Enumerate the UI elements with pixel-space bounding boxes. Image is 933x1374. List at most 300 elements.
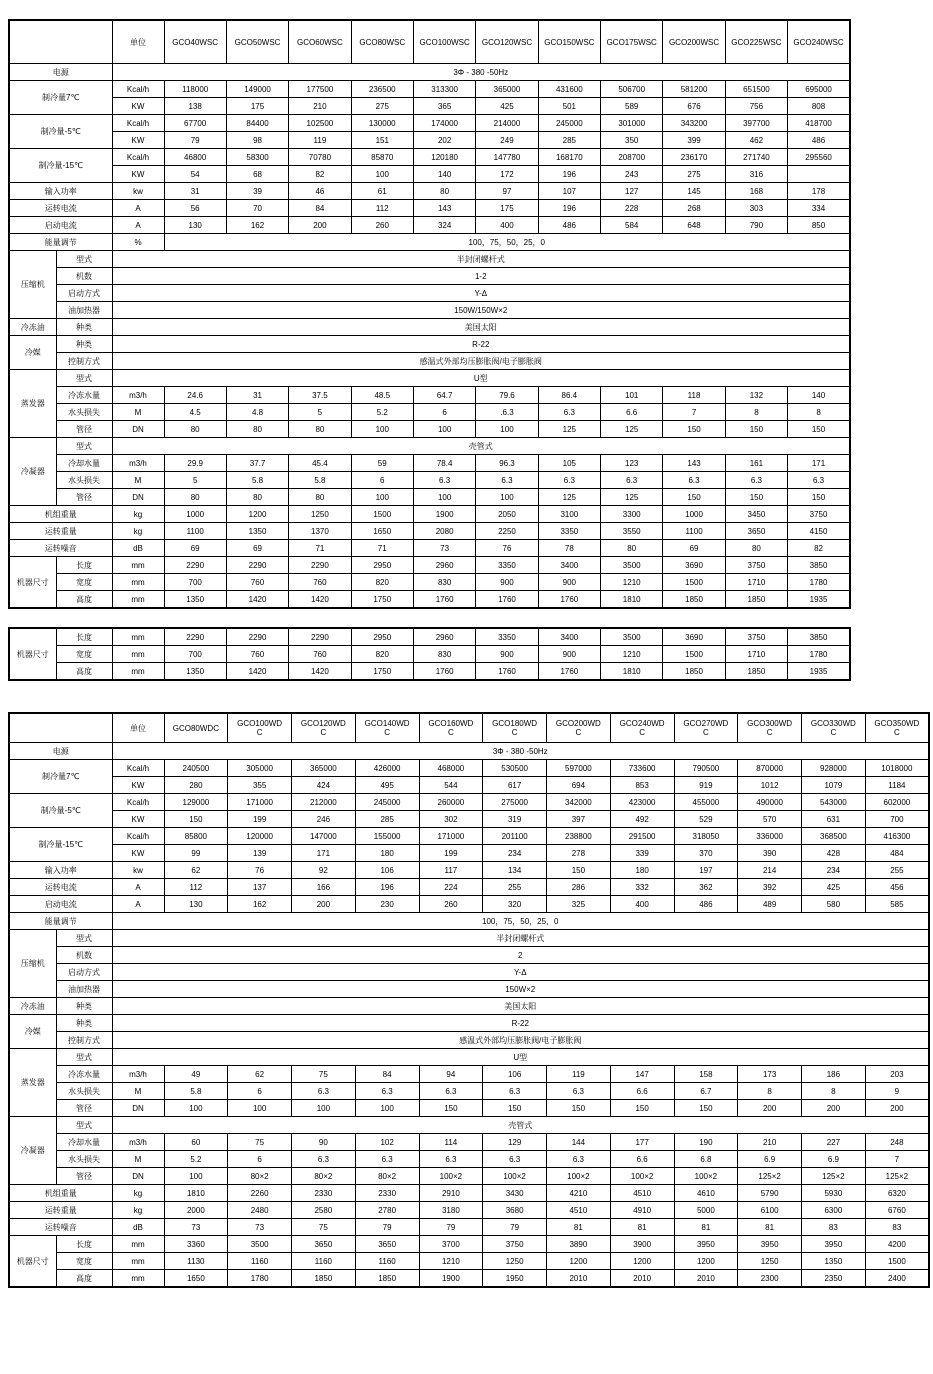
value-cell: 84 [289,200,351,217]
unit-cell: m3/h [112,1066,164,1083]
table-row [9,268,850,285]
row-sub-label: 长度 [56,1236,112,1253]
merged-value-cell: 100，75，50，25，0 [112,913,929,930]
value-cell: 365 [413,98,475,115]
table-row [9,947,929,964]
value-cell: 245000 [355,794,419,811]
value-cell: 1200 [226,506,288,523]
value-cell: 123 [601,455,663,472]
value-cell: 129000 [164,794,228,811]
value-cell: 484 [865,845,929,862]
value-cell: 147 [610,1066,674,1083]
row-group-label: 冷凝器 [9,1117,56,1185]
value-cell: 80 [289,421,351,438]
row-label: 启动电流 [9,896,112,913]
unit-cell: mm [112,1270,164,1288]
value-cell: 303 [725,200,787,217]
row-label: 输入功率 [9,183,112,200]
value-cell: 4.8 [226,404,288,421]
value-cell: 301000 [601,115,663,132]
table-row [9,251,850,268]
value-cell: 1760 [476,663,538,681]
model-header: GCO50WSC [226,20,288,64]
value-cell: 6.6 [601,404,663,421]
value-cell: 58300 [226,149,288,166]
value-cell: 2960 [413,557,475,574]
value-cell: 200 [865,1100,929,1117]
row-sub-label: 水头损失 [56,404,112,421]
row-sub-label: 高度 [56,591,112,609]
row-sub-label: 型式 [56,438,112,455]
model-header [355,713,419,743]
value-cell: 80×2 [292,1168,356,1185]
row-sub-label: 冷却水量 [56,455,112,472]
value-cell: 6.3 [292,1151,356,1168]
table-row [9,489,850,506]
value-cell: 399 [663,132,725,149]
value-cell: 6320 [865,1185,929,1202]
value-cell: 100 [228,1100,292,1117]
value-cell: 83 [865,1219,929,1236]
value-cell: 1250 [289,506,351,523]
unit-cell: Kcal/h [112,828,164,845]
row-sub-label: 种类 [56,336,112,353]
value-cell: 495 [355,777,419,794]
table-row [9,370,850,387]
value-cell: 489 [738,896,802,913]
value-cell: 75 [292,1066,356,1083]
header-row [9,20,850,64]
value-cell: 106 [355,862,419,879]
value-cell: 302 [419,811,483,828]
table-row [9,1032,929,1049]
value-cell: 6.3 [547,1083,611,1100]
merged-value-cell: 2 [112,947,929,964]
value-cell: 1500 [865,1253,929,1270]
value-cell: 199 [419,845,483,862]
value-cell: 69 [663,540,725,557]
unit-column-header: 单位 [112,713,164,743]
value-cell: 31 [226,387,288,404]
value-cell: 5.8 [226,472,288,489]
value-cell: 268 [663,200,725,217]
value-cell: 1000 [663,506,725,523]
value-cell: 84 [355,1066,419,1083]
unit-cell: mm [112,574,164,591]
value-cell: 1420 [226,663,288,681]
table-row [9,387,850,404]
value-cell: 120000 [228,828,292,845]
model-header-text: GCO350WDC [874,719,920,737]
value-cell: 275000 [483,794,547,811]
value-cell: 80 [413,183,475,200]
value-cell: 210 [738,1134,802,1151]
model-header [738,713,802,743]
row-group-label: 机器尺寸 [9,628,56,680]
value-cell: 134 [483,862,547,879]
value-cell: 130 [164,217,226,234]
value-cell: 2330 [292,1185,356,1202]
value-cell: 150 [663,489,725,506]
value-cell: 900 [538,646,600,663]
row-sub-label: 宽度 [56,574,112,591]
model-header: GCO200WSC [663,20,725,64]
value-cell: 1810 [601,663,663,681]
unit-cell: kw [112,862,164,879]
value-cell: 286 [547,879,611,896]
model-header [419,713,483,743]
row-label: 制冷量-5℃ [9,794,112,828]
value-cell: 6.3 [483,1151,547,1168]
value-cell: 37.5 [289,387,351,404]
value-cell: 107 [538,183,600,200]
unit-cell: DN [112,1100,164,1117]
value-cell: 100×2 [610,1168,674,1185]
row-label: 启动电流 [9,217,112,234]
table-row [9,828,929,845]
row-group-label: 冷媒 [9,336,56,370]
value-cell: 3700 [419,1236,483,1253]
value-cell: 260 [351,217,413,234]
value-cell: 80 [226,421,288,438]
value-cell: 3850 [788,557,850,574]
value-cell: 101 [601,387,663,404]
value-cell: 79 [355,1219,419,1236]
unit-cell: mm [112,628,164,646]
row-sub-label: 型式 [56,370,112,387]
model-header [610,713,674,743]
value-cell [788,166,850,183]
value-cell: 214000 [476,115,538,132]
row-sub-label: 机数 [56,268,112,285]
model-header [292,713,356,743]
unit-cell: M [112,472,164,489]
row-label: 运转噪音 [9,1219,112,1236]
value-cell: 150 [547,862,611,879]
row-label: 能量调节 [9,234,112,251]
table-row [9,421,850,438]
value-cell: 129 [483,1134,547,1151]
value-cell: 162 [228,896,292,913]
value-cell: 125 [601,489,663,506]
value-cell: 597000 [547,760,611,777]
value-cell: 200 [289,217,351,234]
value-cell: 68 [226,166,288,183]
value-cell: 86.4 [538,387,600,404]
row-sub-label: 型式 [56,930,112,947]
table-row [9,1083,929,1100]
value-cell: 6.7 [674,1083,738,1100]
value-cell: 355 [228,777,292,794]
value-cell: 760 [289,646,351,663]
value-cell: 6.3 [601,472,663,489]
value-cell: 3690 [663,628,725,646]
model-header: GCO150WSC [538,20,600,64]
unit-cell: DN [112,489,164,506]
row-sub-label: 长度 [56,628,112,646]
merged-value-cell: U型 [112,370,850,387]
value-cell: 2480 [228,1202,292,1219]
unit-cell: mm [112,663,164,681]
value-cell: 180 [355,845,419,862]
model-header-text: GCO160WDC [428,719,474,737]
table-row [9,981,929,998]
corner-cell [9,20,112,64]
value-cell: 790500 [674,760,738,777]
value-cell: 2910 [419,1185,483,1202]
unit-cell: mm [112,557,164,574]
value-cell: 5000 [674,1202,738,1219]
value-cell: 1130 [164,1253,228,1270]
merged-value-cell: 壳管式 [112,438,850,455]
value-cell: 694 [547,777,611,794]
value-cell: 31 [164,183,226,200]
table-row [9,217,850,234]
value-cell: 589 [601,98,663,115]
value-cell: 100 [351,421,413,438]
row-group-label: 蒸发器 [9,370,56,438]
unit-cell: KW [112,166,164,183]
unit-cell: mm [112,1236,164,1253]
model-header [547,713,611,743]
value-cell: 3360 [164,1236,228,1253]
value-cell: 1100 [663,523,725,540]
value-cell: 320 [483,896,547,913]
value-cell: 928000 [802,760,866,777]
model-header-text: GCO240WDC [619,719,665,737]
value-cell: 76 [476,540,538,557]
value-cell: 1200 [610,1253,674,1270]
value-cell: 132 [725,387,787,404]
value-cell: 3300 [601,506,663,523]
value-cell: 1935 [788,591,850,609]
table-row [9,1168,929,1185]
value-cell: 343200 [663,115,725,132]
value-cell: 3430 [483,1185,547,1202]
value-cell: 313300 [413,81,475,98]
table-row [9,930,929,947]
row-label: 机组重量 [9,1185,112,1202]
value-cell: 99 [164,845,228,862]
value-cell: 2780 [355,1202,419,1219]
value-cell: 78.4 [413,455,475,472]
row-label: 能量调节 [9,913,112,930]
model-header: GCO40WSC [164,20,226,64]
value-cell: 171000 [419,828,483,845]
value-cell: 112 [164,879,228,896]
table-row [9,646,850,663]
value-cell: 3500 [601,557,663,574]
value-cell: 3100 [538,506,600,523]
unit-cell: kg [112,1185,164,1202]
table-row [9,472,850,489]
value-cell: 6.3 [419,1151,483,1168]
value-cell: 80 [601,540,663,557]
value-cell: 4510 [610,1185,674,1202]
value-cell: 1350 [226,523,288,540]
value-cell: 81 [547,1219,611,1236]
table-row [9,523,850,540]
value-cell: 200 [738,1100,802,1117]
value-cell: 1420 [289,663,351,681]
value-cell: 5930 [802,1185,866,1202]
value-cell: 80 [164,421,226,438]
value-cell: 506700 [601,81,663,98]
value-cell: 319 [483,811,547,828]
merged-value-cell: R-22 [112,1015,929,1032]
value-cell: 1012 [738,777,802,794]
row-sub-label: 水头损失 [56,1151,112,1168]
value-cell: 2400 [865,1270,929,1288]
value-cell: 177 [610,1134,674,1151]
value-cell: 150 [788,489,850,506]
value-cell: 700 [164,646,226,663]
value-cell: 145 [663,183,725,200]
value-cell: 150 [483,1100,547,1117]
row-label: 电源 [9,64,112,81]
value-cell: 245000 [538,115,600,132]
value-cell: 316 [725,166,787,183]
unit-cell: A [112,879,164,896]
row-label: 机组重量 [9,506,112,523]
row-sub-label: 水头损失 [56,1083,112,1100]
value-cell: 271740 [725,149,787,166]
value-cell: 6.3 [355,1151,419,1168]
unit-cell: m3/h [112,387,164,404]
value-cell: 365000 [476,81,538,98]
value-cell: 102500 [289,115,351,132]
value-cell: 2010 [610,1270,674,1288]
value-cell: 350 [601,132,663,149]
value-cell: 275 [351,98,413,115]
unit-cell: Kcal/h [112,794,164,811]
value-cell: 820 [351,574,413,591]
value-cell: 462 [725,132,787,149]
value-cell: 81 [738,1219,802,1236]
value-cell: 147780 [476,149,538,166]
value-cell: 196 [538,200,600,217]
value-cell: 392 [738,879,802,896]
unit-cell: KW [112,811,164,828]
model-header [228,713,292,743]
table-row [9,540,850,557]
unit-cell: m3/h [112,455,164,472]
value-cell: 4.5 [164,404,226,421]
value-cell: 529 [674,811,738,828]
value-cell: 1500 [663,646,725,663]
value-cell: 73 [413,540,475,557]
unit-cell: KW [112,777,164,794]
value-cell: 570 [738,811,802,828]
value-cell: 2050 [476,506,538,523]
value-cell: 733600 [610,760,674,777]
table-row [9,862,929,879]
table-row [9,845,929,862]
value-cell: 3400 [538,557,600,574]
value-cell: 37.7 [226,455,288,472]
merged-value-cell: 壳管式 [112,1117,929,1134]
value-cell: 200 [802,1100,866,1117]
value-cell: 486 [674,896,738,913]
value-cell: 3350 [476,557,538,574]
model-header-text: GCO180WDC [492,719,538,737]
value-cell: 100 [413,421,475,438]
unit-cell: Kcal/h [112,149,164,166]
value-cell: 1210 [419,1253,483,1270]
table-row [9,896,929,913]
value-cell: 6.3 [292,1083,356,1100]
table-row [9,760,929,777]
row-sub-label: 种类 [56,319,112,336]
value-cell: 138 [164,98,226,115]
value-cell: 3950 [674,1236,738,1253]
value-cell: 581200 [663,81,725,98]
value-cell: 94 [419,1066,483,1083]
value-cell: 1850 [663,663,725,681]
value-cell: 400 [610,896,674,913]
row-sub-label: 管径 [56,1168,112,1185]
value-cell: 1935 [788,663,850,681]
value-cell: 125 [601,421,663,438]
value-cell: 85800 [164,828,228,845]
corner-cell [9,713,112,743]
row-label: 运转电流 [9,200,112,217]
value-cell: 80 [289,489,351,506]
unit-cell: kw [112,183,164,200]
value-cell: 178 [788,183,850,200]
value-cell: 424 [292,777,356,794]
value-cell: 54 [164,166,226,183]
value-cell: 39 [226,183,288,200]
value-cell: 1760 [538,663,600,681]
unit-cell: kg [112,523,164,540]
table-row [9,149,850,166]
value-cell: 900 [476,646,538,663]
value-cell: 342000 [547,794,611,811]
unit-cell: m3/h [112,1134,164,1151]
value-cell: 6.3 [663,472,725,489]
header-row [9,713,929,743]
value-cell: 3750 [725,557,787,574]
table-row [9,913,929,930]
merged-value-cell: 半封闭螺杆式 [112,251,850,268]
merged-value-cell: 半封闭螺杆式 [112,930,929,947]
value-cell: 150 [725,421,787,438]
unit-cell: M [112,1151,164,1168]
unit-cell: KW [112,845,164,862]
row-label: 运转重量 [9,1202,112,1219]
value-cell: 177500 [289,81,351,98]
value-cell: 3890 [547,1236,611,1253]
value-cell: 2000 [164,1202,228,1219]
unit-cell: Kcal/h [112,81,164,98]
value-cell: 79 [483,1219,547,1236]
value-cell: .6.3 [476,404,538,421]
value-cell: 530500 [483,760,547,777]
table-row [9,319,850,336]
value-cell: 339 [610,845,674,862]
row-sub-label: 型式 [56,1049,112,1066]
value-cell: 228 [601,200,663,217]
model-header: GCO240WSC [788,20,850,64]
table-row [9,998,929,1015]
table-row [9,1100,929,1117]
value-cell: 137 [228,879,292,896]
table-row [9,506,850,523]
model-header-text: GCO330WDC [810,719,856,737]
model-header [164,713,228,743]
value-cell: 5 [164,472,226,489]
